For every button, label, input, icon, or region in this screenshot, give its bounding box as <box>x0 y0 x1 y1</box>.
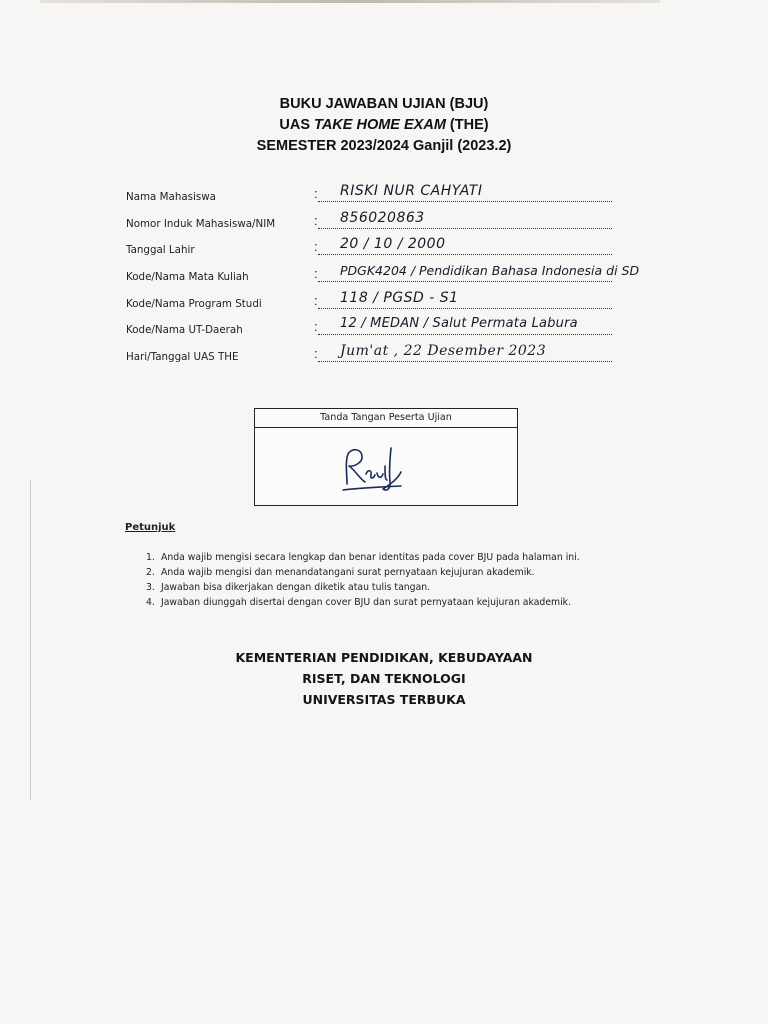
instruction-item <box>146 595 580 610</box>
scan-edge-left <box>30 480 31 800</box>
instruction-item <box>146 580 580 595</box>
field-value-region: 12 / MEDAN / Salut Permata Labura <box>340 316 578 332</box>
dotted-line <box>318 308 612 309</box>
field-label: Tanggal Lahir <box>126 244 195 257</box>
instruction-number: 4. <box>146 597 155 608</box>
field-label: Hari/Tanggal UAS THE <box>126 351 239 364</box>
instruction-item <box>146 565 580 580</box>
instruction-number: 2. <box>146 567 155 578</box>
scan-edge-top <box>40 0 660 3</box>
field-colon: : <box>314 266 318 282</box>
instructions-title: Petunjuk <box>125 522 176 533</box>
footer-line-2: RISET, DAN TEKNOLOGI <box>302 671 466 686</box>
handwritten-signature <box>335 436 415 498</box>
dotted-line <box>318 334 612 335</box>
identity-row-nim <box>126 210 626 237</box>
field-colon: : <box>314 186 318 201</box>
instruction-number: 3. <box>146 582 155 593</box>
dotted-line <box>318 281 612 282</box>
instructions-list <box>146 550 580 610</box>
identity-row-program <box>126 290 626 317</box>
instruction-number: 1. <box>146 552 155 563</box>
identity-row-name <box>126 183 626 210</box>
instruction-text: Jawaban diunggah disertai dengan cover BJU dan surat pernyataan kejujuran akademik. <box>160 597 572 608</box>
instruction-item <box>146 550 580 565</box>
instruction-text: Jawaban bisa dikerjakan dengan diketik atau tulis tangan. <box>160 582 431 593</box>
field-colon: : <box>314 346 318 362</box>
heading-line-2-suffix: (THE) <box>445 117 489 133</box>
signature-box <box>254 408 518 506</box>
heading-line-1: BUKU JAWABAN UJIAN (BJU) <box>279 96 489 112</box>
field-value-nim: 856020863 <box>340 209 425 226</box>
identity-row-course <box>126 263 640 290</box>
dotted-line <box>318 228 612 229</box>
field-label: Kode/Nama Mata Kuliah <box>126 271 249 284</box>
field-label: Nama Mahasiswa <box>126 191 216 203</box>
dotted-line <box>318 201 612 202</box>
field-value-exam-date: Jum'at , 22 Desember 2023 <box>340 343 547 360</box>
field-colon: : <box>314 239 318 255</box>
field-label: Nomor Induk Mahasiswa/NIM <box>126 217 276 230</box>
signature-area <box>255 428 517 506</box>
field-colon: : <box>314 292 318 308</box>
heading-line-2-prefix: UAS <box>279 117 315 133</box>
field-value-program: 118 / PGSD - S1 <box>340 289 459 306</box>
field-value-birthdate: 20 / 10 / 2000 <box>340 236 446 253</box>
footer-line-1: KEMENTERIAN PENDIDIKAN, KEBUDAYAAN <box>235 650 533 665</box>
footer-line-3: UNIVERSITAS TERBUKA <box>302 692 466 707</box>
field-value-course: PDGK4204 / Pendidikan Bahasa Indonesia di SD <box>340 263 640 279</box>
document-heading <box>0 94 768 157</box>
field-colon: : <box>314 212 318 228</box>
instruction-text: Anda wajib mengisi dan menandatangani surat pernyataan kejujuran akademik. <box>160 567 535 578</box>
field-value-name: RISKI NUR CAHYATI <box>340 183 483 199</box>
heading-line-3: SEMESTER 2023/2024 Ganjil (2023.2) <box>256 138 512 154</box>
identity-row-exam-date <box>126 343 626 370</box>
dotted-line <box>318 254 612 255</box>
field-label: Kode/Nama Program Studi <box>126 297 262 310</box>
heading-line-2 <box>0 115 768 136</box>
field-label: Kode/Nama UT-Daerah <box>126 324 243 337</box>
signature-box-title: Tanda Tangan Peserta Ujian <box>255 409 517 428</box>
heading-line-2-italic: TAKE HOME EXAM <box>314 117 446 133</box>
dotted-line <box>318 361 612 362</box>
identity-row-birthdate <box>126 236 626 263</box>
identity-fields <box>126 183 640 370</box>
institution-footer <box>0 647 768 710</box>
field-colon: : <box>314 319 318 335</box>
identity-row-region <box>126 316 626 343</box>
instruction-text: Anda wajib mengisi secara lengkap dan benar identitas pada cover BJU pada halaman ini. <box>160 552 580 563</box>
